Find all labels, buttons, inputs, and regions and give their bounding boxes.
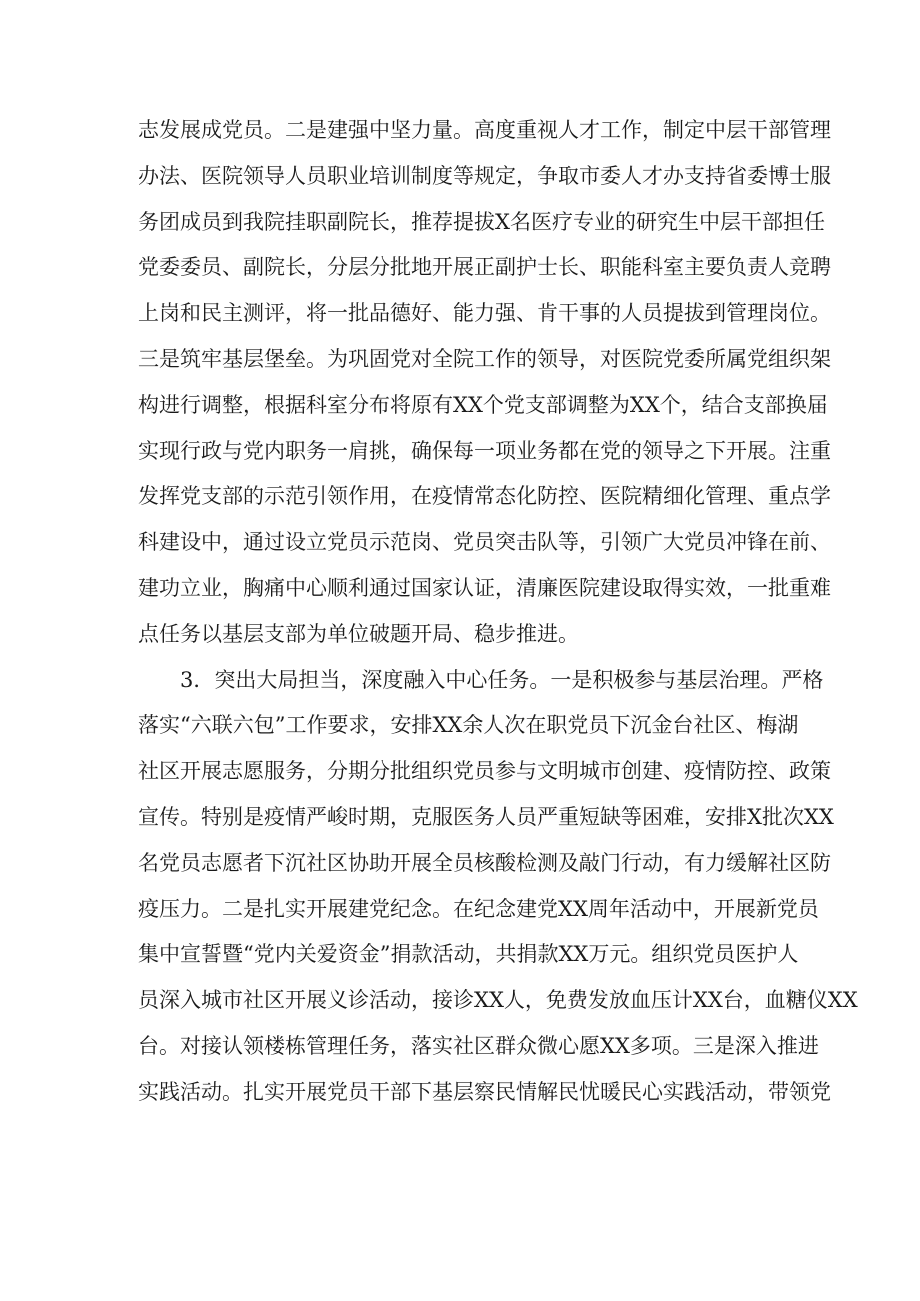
text-line: 建功立业，胸痛中心顺利通过国家认证，清廉医院建设取得实效，一批重难 xyxy=(138,575,831,600)
text-line: 实践活动。扎实开展党员干部下基层察民情解民忧暖民心实践活动，带领党 xyxy=(138,1079,831,1104)
text-line: 点任务以基层支部为单位破题开局、稳步推进。 xyxy=(138,621,579,646)
text-line: 党委委员、副院长，分层分批地开展正副护士长、职能科室主要负责人竞聘 xyxy=(138,255,831,280)
paragraph xyxy=(138,108,831,658)
text-line: 台。对接认领楼栋管理任务，落实社区群众微心愿XX多项。三是深入推进 xyxy=(138,1033,819,1058)
text-line: 员深入城市社区开展义诊活动，接诊XX人，免费发放血压计XX台，血糖仪XX xyxy=(138,988,858,1013)
text-line: 三是筑牢基层堡垒。为巩固党对全院工作的领导，对医院党委所属党组织架 xyxy=(138,346,831,371)
text-line: 集中宣誓暨“党内关爱资金”捐款活动，共捐款XX万元。组织党员医护人 xyxy=(138,942,799,967)
paragraph xyxy=(138,658,858,1116)
text-line: 上岗和民主测评，将一批品德好、能力强、肯干事的人员提拔到管理岗位。 xyxy=(138,301,831,326)
text-line: 志发展成党员。二是建强中坚力量。高度重视人才工作，制定中层干部管理 xyxy=(138,118,831,142)
text-line: 3．突出大局担当，深度融入中心任务。一是积极参与基层治理。严格 xyxy=(180,667,824,692)
text-line: 发挥党支部的示范引领作用，在疫情常态化防控、医院精细化管理、重点学 xyxy=(138,484,831,509)
text-line: 实现行政与党内职务一肩挑，确保每一项业务都在党的领导之下开展。注重 xyxy=(138,438,831,463)
text-line: 落实“六联六包”工作要求，安排XX余人次在职党员下沉金台社区、梅湖 xyxy=(138,713,799,738)
text-line: 务团成员到我院挂职副院长，推荐提拔X名医疗专业的研究生中层干部担任 xyxy=(138,209,825,234)
text-line: 名党员志愿者下沉社区协助开展全员核酸检测及敲门行动，有力缓解社区防 xyxy=(138,850,831,875)
text-line: 办法、医院领导人员职业培训制度等规定，争取市委人才办支持省委博士服 xyxy=(138,163,831,188)
text-line: 疫压力。二是扎实开展建党纪念。在纪念建党XX周年活动中，开展新党员 xyxy=(138,896,819,921)
text-line: 科建设中，通过设立党员示范岗、党员突击队等，引领广大党员冲锋在前、 xyxy=(138,530,831,555)
text-line: 宣传。特别是疫情严峻时期，克服医务人员严重短缺等困难，安排X批次XX xyxy=(138,804,834,829)
document-body xyxy=(138,108,858,1116)
text-line: 构进行调整，根据科室分布将原有XX个党支部调整为XX个，结合支部换届 xyxy=(138,392,828,417)
text-line: 社区开展志愿服务，分期分批组织党员参与文明城市创建、疫情防控、政策 xyxy=(138,759,831,784)
